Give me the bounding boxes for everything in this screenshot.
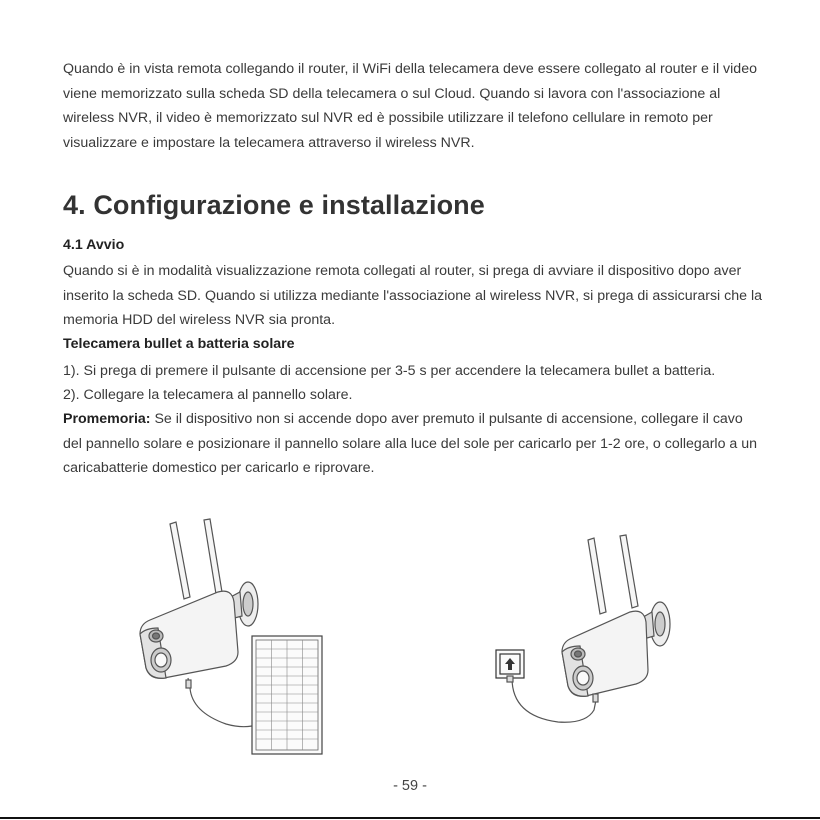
cable-icon <box>188 678 252 727</box>
subsection-title: 4.1 Avvio <box>63 237 125 253</box>
wall-outlet-icon <box>496 650 524 682</box>
solar-panel-icon <box>252 636 322 754</box>
antenna-icon <box>588 538 606 614</box>
bottom-rule <box>0 817 820 819</box>
step-1: 1). Si prega di premere il pulsante di accensione per 3-5 s per accendere la telecamera bullet a batteria. <box>63 363 716 379</box>
section-title: 4. Configurazione e installazione <box>63 190 485 220</box>
camera-solar-panel-illustration <box>130 512 330 762</box>
avvio-paragraph: Quando si è in modalità visualizzazione remota collegati al router, si prega di avviare il dispositivo dopo aver inserito la scheda SD. Quando si utilizza mediante l'associazione al wireless NVR, si prega di assicurarsi che la memoria HDD del wireless NVR sia pronta. <box>63 263 763 328</box>
camera-outlet-illustration <box>488 530 678 730</box>
antenna-icon <box>204 519 222 594</box>
antenna-icon <box>170 522 190 599</box>
antenna-icon <box>620 535 638 608</box>
reminder-paragraph <box>63 407 763 481</box>
camera-heading: Telecamera bullet a batteria solare <box>63 336 295 352</box>
reminder-text: Se il dispositivo non si accende dopo aver premuto il pulsante di accensione, collegare il cavo del pannello solare e posizionare il pannello solare alla luce del sole per caricarlo per 1-2 ore, o collegarlo a un caricabatterie domestico per caricarlo e riprovare. <box>63 411 758 476</box>
step-2: 2). Collegare la telecamera al pannello solare. <box>63 387 353 403</box>
intro-paragraph: Quando è in vista remota collegando il router, il WiFi della telecamera deve essere collegato al router e il video viene memorizzato sulla scheda SD della telecamera o sul Cloud. Quando si lavora con l'associazione al wireless NVR, il video è memorizzato sul NVR ed è possibile utilizzare il telefono cellulare in remoto per visualizzare e impostare la telecamera attraverso il wireless NVR. <box>63 61 757 151</box>
reminder-label: Promemoria: <box>63 411 151 427</box>
page-number: - 59 - <box>393 778 427 794</box>
